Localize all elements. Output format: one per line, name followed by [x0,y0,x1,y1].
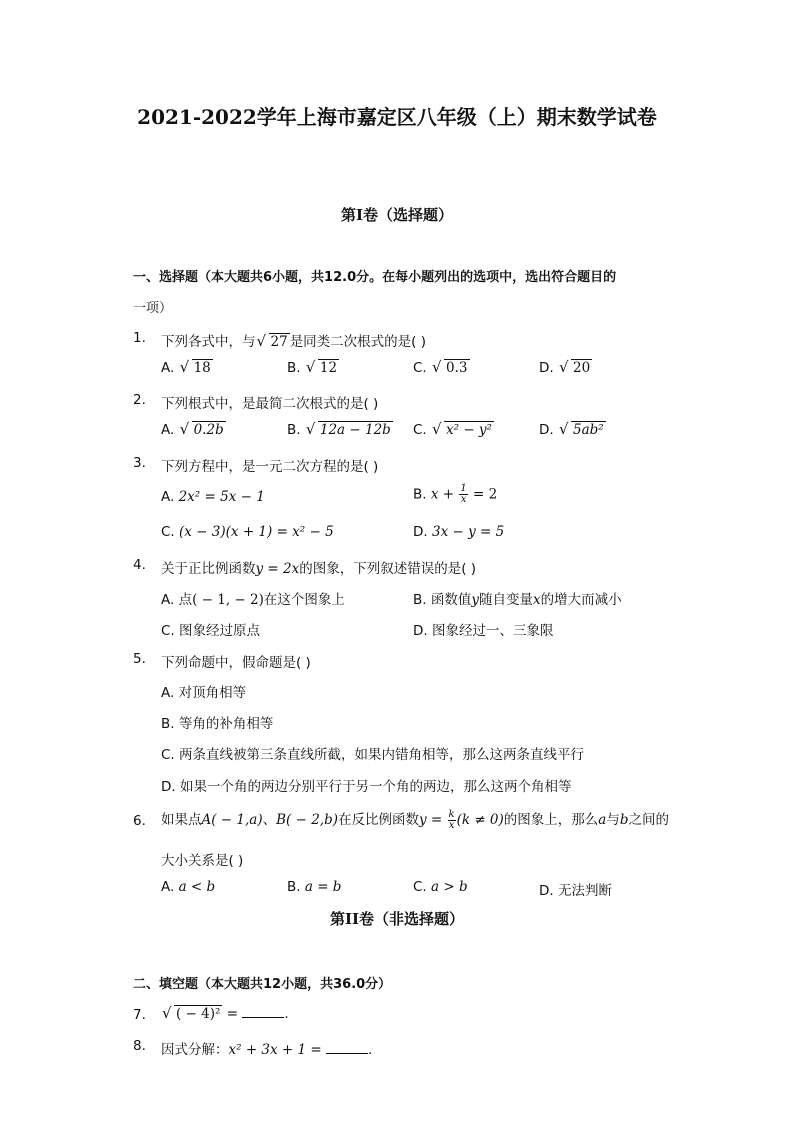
q6-option-d[interactable]: D. 无法判断 [539,883,612,899]
q8-stem: 因式分解：x² + 3x + 1 = . [161,1042,373,1058]
q7-answer-blank[interactable] [242,1005,284,1018]
q2-number: 2. [133,392,146,408]
q4-option-a[interactable]: A. 点( − 1, − 2)在这个图象上 [161,592,345,608]
section-1-desc-cont: 一项） [133,301,173,316]
q3-option-a[interactable]: A. 2x² = 5x − 1 [161,489,265,505]
q4-option-c[interactable]: C. 图象经过原点 [161,623,261,639]
section-2-desc: （本大题共12小题，共36.0分） [198,977,392,992]
q4-option-d[interactable]: D. 图象经过一、三象限 [413,623,554,639]
q5-stem: 下列命题中，假命题是( ) [161,655,311,671]
q1-stem [161,330,426,350]
q1-option-a[interactable]: A. √ 18 [161,360,213,376]
part-1-heading: 第I卷（选择题） [340,206,454,224]
q6-option-a[interactable]: A. a < b [161,879,216,895]
q3-option-c[interactable]: C. (x − 3)(x + 1) = x² − 5 [161,524,334,540]
q1-number: 1. [133,330,146,346]
q6-number: 6. [133,813,146,829]
q5-option-c[interactable]: C. 两条直线被第三条直线所截，如果内错角相等，那么这两条直线平行 [161,747,585,763]
q3-option-d[interactable]: D. 3x − y = 5 [413,524,505,540]
q1-radical: √ 27 [258,334,290,350]
q4-option-b[interactable]: B. 函数值y随自变量x的增大而减小 [413,592,622,608]
section-1-desc: （本大题共6小题，共12.0分。在每小题列出的选项中，选出符合题目的 [198,270,617,285]
q5-number: 5. [133,651,146,667]
q4-number: 4. [133,557,146,573]
section-1-label: 一、选择题 [133,270,199,285]
q8-answer-blank[interactable] [326,1041,368,1054]
q2-option-d[interactable]: D. √ 5ab² [539,422,606,438]
q6-option-c[interactable]: C. a > b [413,879,468,895]
q1-option-d[interactable]: D. √ 20 [539,360,592,376]
q4-stem: 关于正比例函数y = 2x的图象，下列叙述错误的是( ) [161,561,477,577]
q2-option-a[interactable]: A. √ 0.2b [161,422,226,438]
q8-number: 8. [133,1038,146,1054]
section-1-heading [133,266,616,285]
page-title: 2021-2022学年上海市嘉定区八年级（上）期末数学试卷 [137,105,657,129]
q7-stem: √ ( − 4)² = . [161,1005,289,1022]
q3-stem: 下列方程中，是一元二次方程的是( ) [161,459,379,475]
q1-stem-post: 是同类二次根式的是( ) [289,334,427,350]
q2-stem: 下列根式中，是最简二次根式的是( ) [161,396,379,412]
q5-option-d[interactable]: D. 如果一个角的两边分别平行于另一个角的两边，那么这两个角相等 [161,779,572,795]
q6-stem-line2: 大小关系是( ) [161,853,244,869]
q3-number: 3. [133,455,146,471]
q6-option-b[interactable]: B. a = b [287,879,342,895]
q5-option-b[interactable]: B. 等角的补角相等 [161,716,274,732]
q1-stem-pre: 下列各式中，与 [161,334,256,350]
q1-option-c[interactable]: C. √ 0.3 [413,360,470,376]
q3-option-b[interactable]: B. x + $\frac{1}{x}$ = 2 [413,483,498,505]
q6-stem: 如果点A( − 1,a)、B( − 2,b)在反比例函数y = $\frac{k}{x}$ (k ≠ 0)的图象上，那么a与b之间的 [161,808,669,831]
q2-option-b[interactable]: B. √ 12a − 12b [287,422,393,438]
section-2-label: 二、填空题 [133,977,199,992]
q5-option-a[interactable]: A. 对顶角相等 [161,685,247,701]
q1-option-b[interactable]: B. √ 12 [287,360,339,376]
section-2-heading [133,973,391,992]
q7-number: 7. [133,1007,146,1023]
part-2-heading: 第II卷（非选择题） [329,910,465,928]
q2-option-c[interactable]: C. √ x² − y² [413,422,494,438]
q3-b-fraction: $\frac{1}{x}$ [460,483,467,505]
q6-fraction: $\frac{k}{x}$ [448,808,455,831]
